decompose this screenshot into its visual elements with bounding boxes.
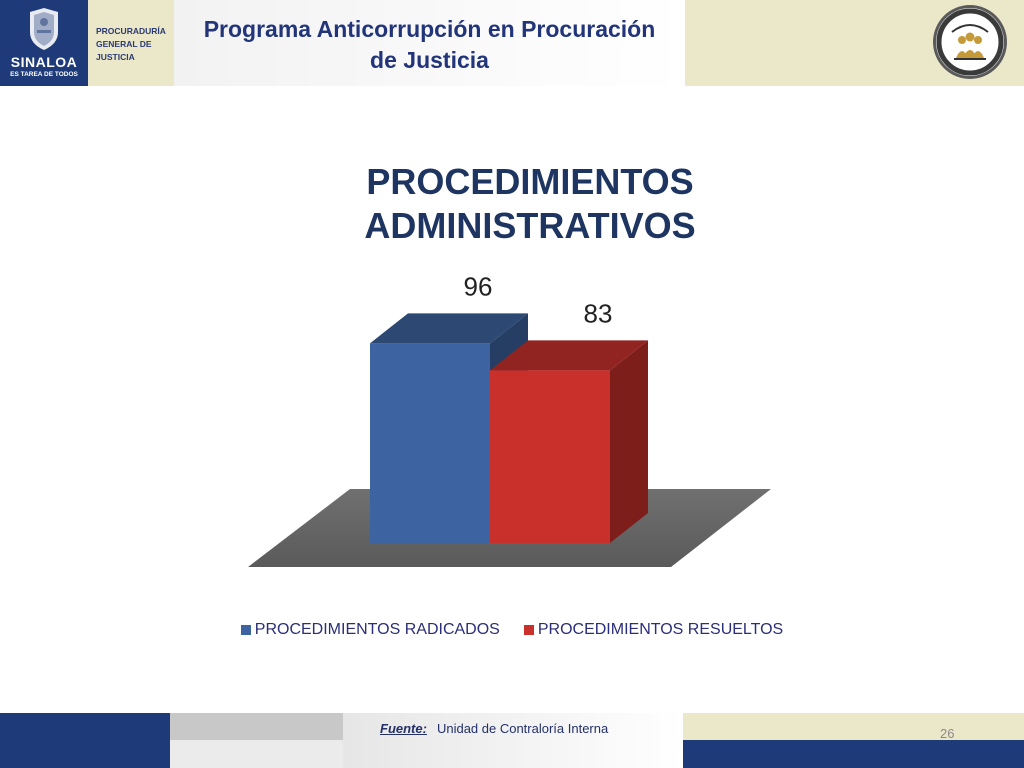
data-label-0: 96 bbox=[463, 271, 493, 302]
bar-1 bbox=[490, 370, 610, 543]
bar-0 bbox=[370, 343, 490, 543]
agency-line-2: GENERAL DE bbox=[96, 39, 152, 49]
legend-swatch-resueltos bbox=[524, 625, 534, 635]
footer-cream-block bbox=[683, 713, 1024, 740]
chart-title: PROCEDIMIENTOS ADMINISTRATIVOS bbox=[364, 161, 696, 246]
page-title: Programa Anticorrupción en Procuración de Justicia bbox=[203, 16, 656, 73]
source-text: Unidad de Contraloría Interna bbox=[436, 721, 609, 736]
agency-line-3: JUSTICIA bbox=[96, 52, 135, 62]
footer bbox=[0, 713, 1024, 768]
legend-item-resueltos bbox=[524, 621, 783, 639]
footer-gray-block-top bbox=[170, 713, 343, 740]
footer-navy-block bbox=[0, 713, 170, 768]
source-label: Fuente: bbox=[380, 721, 427, 736]
footer-gray-block-bottom bbox=[170, 740, 343, 768]
legend-swatch-radicados bbox=[241, 625, 251, 635]
logo-name: SINALOA bbox=[10, 54, 78, 70]
footer-source bbox=[380, 721, 608, 736]
legend-label-radicados: PROCEDIMIENTOS RADICADOS bbox=[254, 621, 500, 638]
legend-item-radicados bbox=[241, 621, 500, 639]
bars-group bbox=[370, 271, 648, 543]
data-label-1: 83 bbox=[583, 298, 613, 329]
logo-tagline: ES TAREA DE TODOS bbox=[10, 71, 78, 78]
footer-navy-block-right bbox=[683, 740, 1024, 768]
chart-legend bbox=[0, 618, 1024, 642]
bar-side-1 bbox=[610, 340, 648, 543]
agency-line-1: PROCURADURÍA bbox=[96, 26, 166, 36]
legend-label-resueltos: PROCEDIMIENTOS RESUELTOS bbox=[537, 621, 784, 638]
page-number: 26 bbox=[940, 726, 955, 741]
